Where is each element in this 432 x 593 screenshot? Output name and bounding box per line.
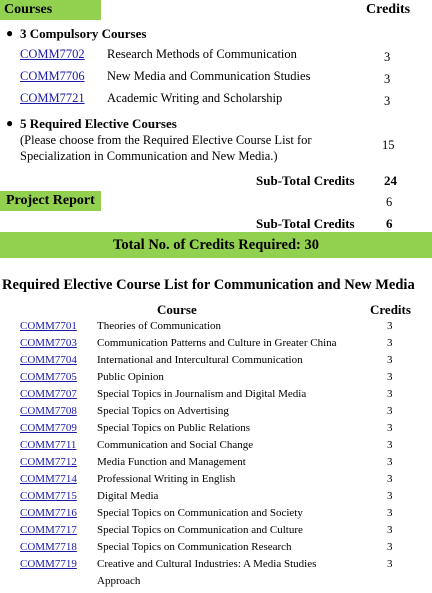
elective-course-credits: 3 (387, 337, 393, 349)
elective-list-title: Required Elective Course List for Communication and New Media (2, 277, 415, 293)
subtotal-label: Sub-Total Credits (256, 173, 355, 188)
bullet-icon: ● (6, 26, 14, 40)
elective-title: 5 Required Elective Courses (20, 116, 177, 131)
compulsory-course-credits: 3 (384, 72, 391, 86)
compulsory-course-code[interactable]: COMM7706 (20, 69, 85, 83)
elective-course-title: International and Intercultural Communication (97, 354, 303, 366)
compulsory-course-code[interactable]: COMM7721 (20, 91, 85, 105)
credits-header: Credits (366, 2, 411, 17)
elective-course-credits: 3 (387, 320, 393, 332)
elective-course-code[interactable]: COMM7709 (20, 422, 77, 434)
elective-course-credits: 3 (387, 405, 393, 417)
elective-course-credits: 3 (387, 422, 393, 434)
elective-course-code[interactable]: COMM7704 (20, 354, 77, 366)
compulsory-course-code[interactable]: COMM7702 (20, 47, 85, 61)
elective-course-code[interactable]: COMM7701 (20, 320, 77, 332)
elective-course-credits: 3 (387, 558, 393, 570)
elective-course-code[interactable]: COMM7703 (20, 337, 77, 349)
compulsory-title: 3 Compulsory Courses (20, 26, 147, 41)
elective-course-code[interactable]: COMM7707 (20, 388, 77, 400)
elective-course-title: Theories of Communication (97, 320, 222, 332)
bullet-icon: ● (6, 116, 14, 130)
elective-course-title: Professional Writing in English (97, 473, 236, 485)
elective-list-credits-header: Credits (370, 302, 411, 317)
elective-course-code[interactable]: COMM7711 (20, 439, 77, 451)
compulsory-course-title: New Media and Communication Studies (107, 69, 311, 83)
elective-course-credits: 3 (387, 524, 393, 536)
elective-course-credits: 3 (387, 507, 393, 519)
elective-course-title: Special Topics on Public Relations (97, 422, 251, 434)
elective-course-code[interactable]: COMM7712 (20, 456, 77, 468)
elective-course-title: Communication and Social Change (97, 439, 254, 451)
elective-course-title: Special Topics in Journalism and Digital Media (97, 388, 307, 400)
elective-course-title: Digital Media (97, 490, 159, 502)
compulsory-course-title: Research Methods of Communication (107, 47, 297, 61)
elective-course-credits: 3 (387, 354, 393, 366)
elective-course-code[interactable]: COMM7718 (20, 541, 77, 553)
total-credits-label: Total No. of Credits Required: 30 (113, 237, 319, 253)
subtotal-value: 24 (384, 173, 397, 188)
elective-course-title: Creative and Cultural Industries: A Media Studies (97, 558, 317, 570)
elective-course-code[interactable]: COMM7717 (20, 524, 77, 536)
compulsory-course-credits: 3 (384, 94, 391, 108)
subtotal-label: Sub-Total Credits (256, 216, 355, 231)
elective-course-title: Public Opinion (97, 371, 164, 383)
elective-course-credits: 3 (387, 388, 393, 400)
subtotal-value: 6 (386, 216, 393, 231)
elective-course-code[interactable]: COMM7708 (20, 405, 77, 417)
elective-course-credits: 3 (387, 541, 393, 553)
elective-course-title: Communication Patterns and Culture in Greater China (97, 337, 337, 349)
elective-course-code[interactable]: COMM7719 (20, 558, 77, 570)
courses-header: Courses (4, 2, 53, 17)
project-report-credits: 6 (386, 195, 393, 209)
elective-course-code[interactable]: COMM7714 (20, 473, 77, 485)
elective-course-code[interactable]: COMM7716 (20, 507, 77, 519)
project-report-label: Project Report (6, 193, 95, 208)
elective-list-course-header: Course (157, 302, 197, 317)
elective-course-title: Special Topics on Communication Research (97, 541, 292, 553)
elective-course-title: Special Topics on Communication and Culture (97, 524, 303, 536)
elective-course-title: Approach (97, 575, 141, 587)
elective-course-title: Special Topics on Advertising (97, 405, 229, 417)
elective-course-code[interactable]: COMM7705 (20, 371, 77, 383)
elective-course-credits: 3 (387, 371, 393, 383)
elective-course-credits: 3 (387, 456, 393, 468)
elective-course-title: Media Function and Management (97, 456, 246, 468)
elective-course-credits: 3 (387, 490, 393, 502)
elective-course-title: Special Topics on Communication and Society (97, 507, 303, 519)
compulsory-course-credits: 3 (384, 50, 391, 64)
elective-course-credits: 3 (387, 439, 393, 451)
compulsory-course-title: Academic Writing and Scholarship (107, 91, 283, 105)
elective-credits: 15 (382, 138, 395, 152)
elective-note: (Please choose from the Required Elective Course List for (20, 133, 312, 147)
elective-course-code[interactable]: COMM7715 (20, 490, 77, 502)
elective-note: Specialization in Communication and New Media.) (20, 149, 278, 163)
elective-course-credits: 3 (387, 473, 393, 485)
